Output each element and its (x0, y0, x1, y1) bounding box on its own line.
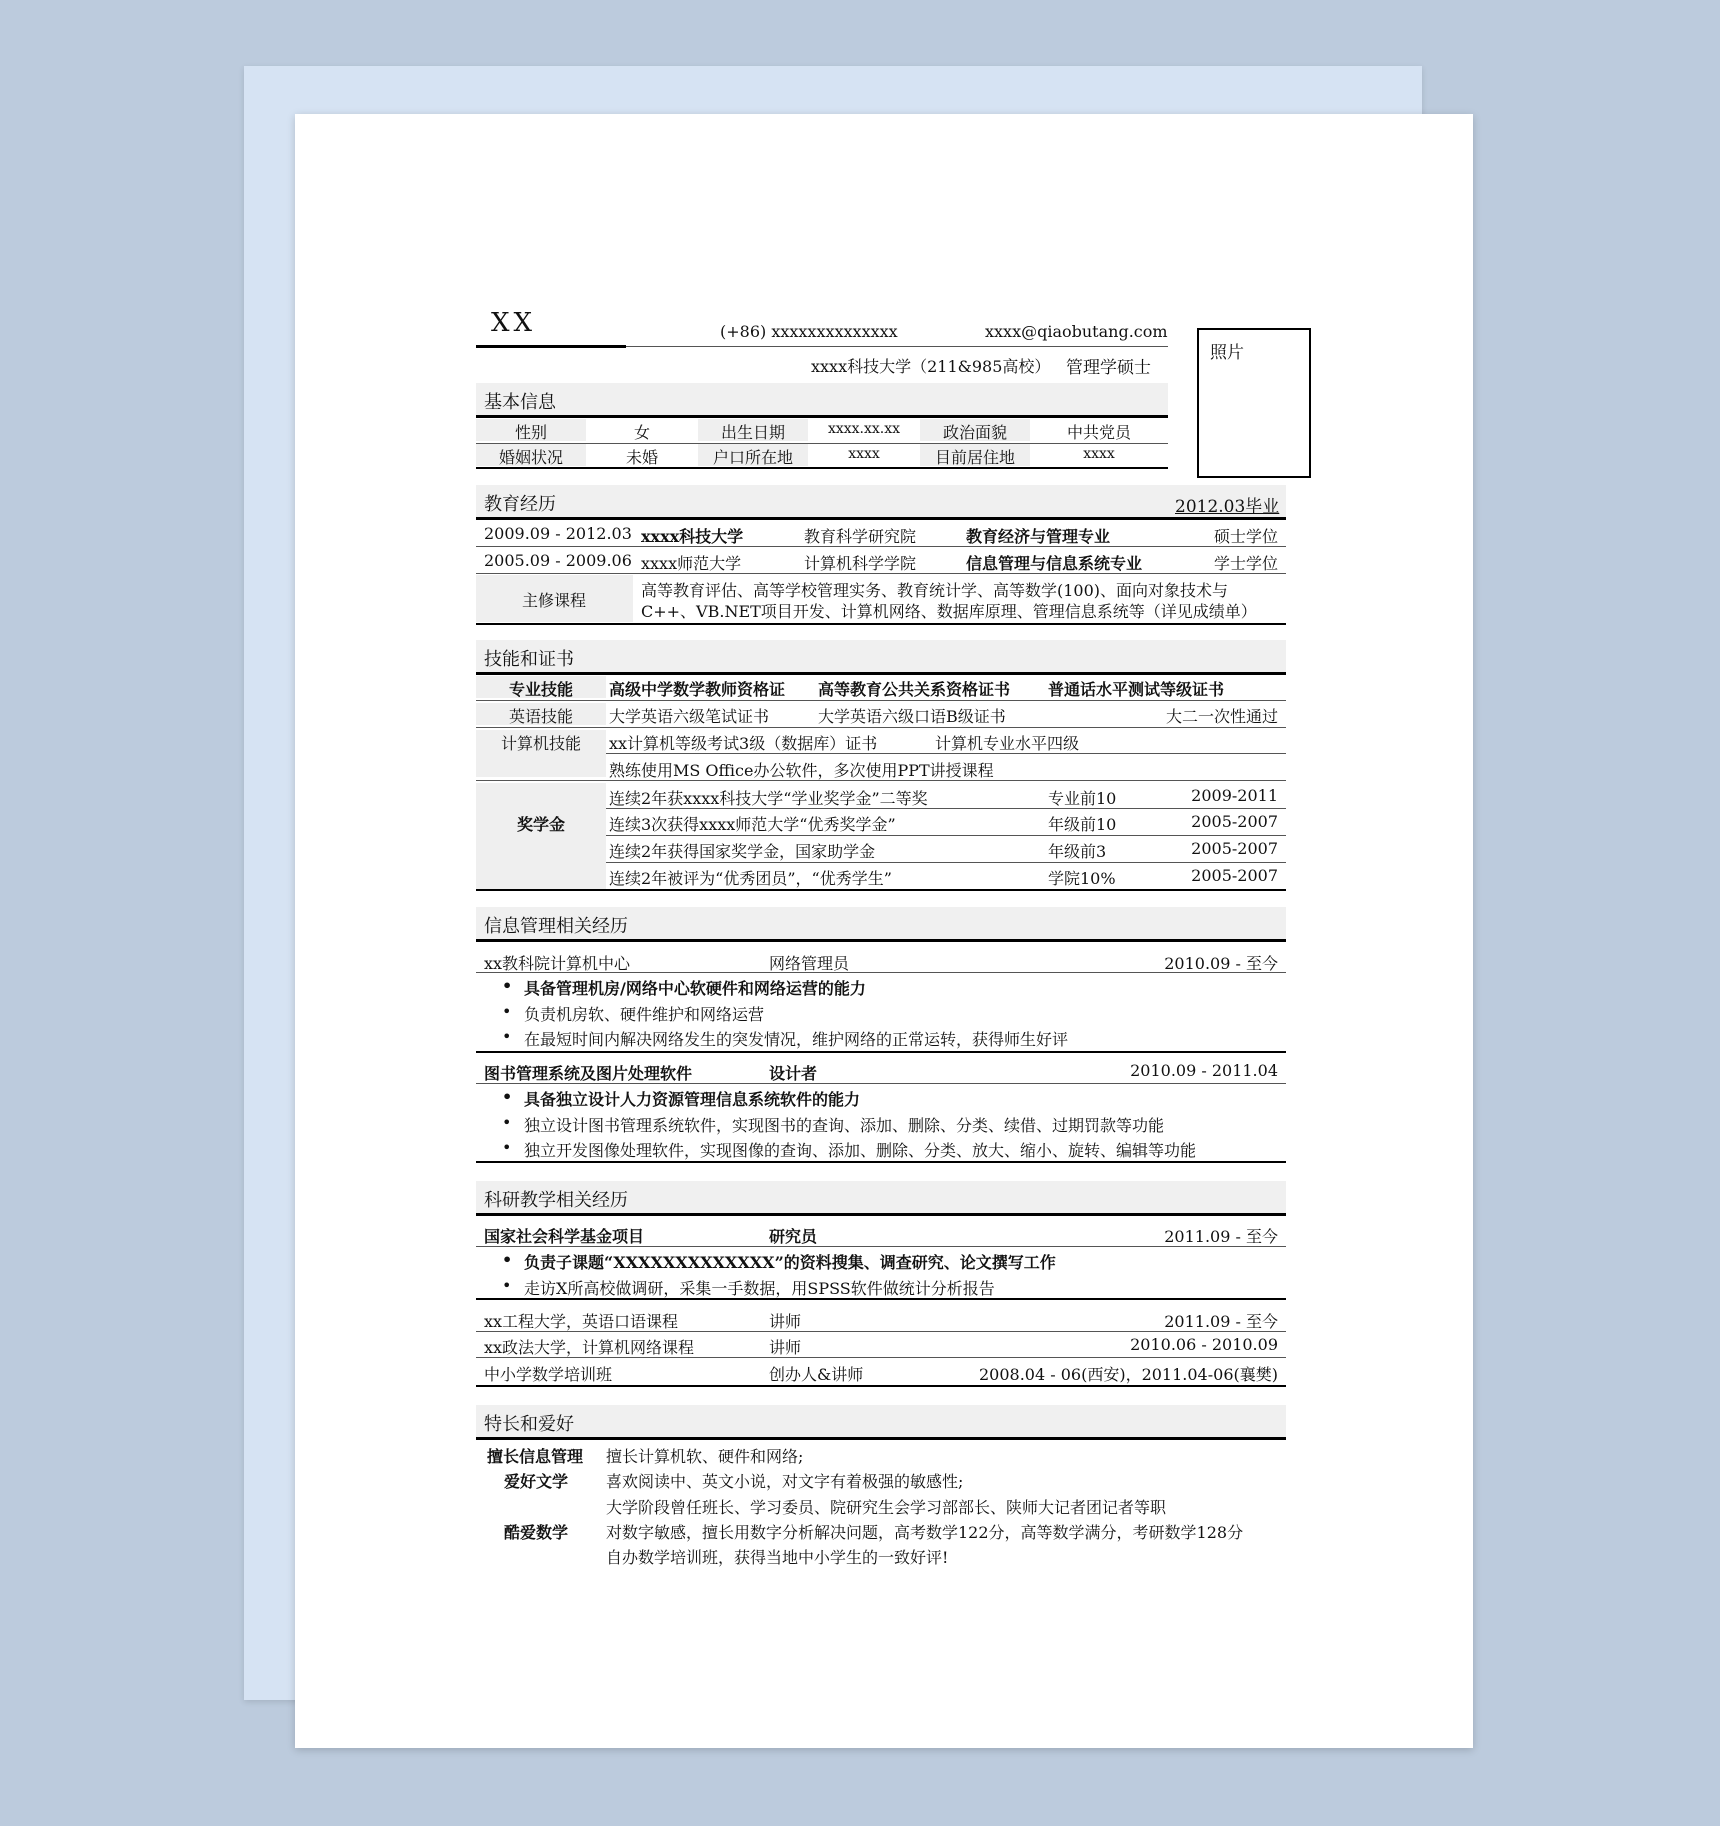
teaching-org: xx工程大学，英语口语课程 (484, 1312, 679, 1331)
job-role: 网络管理员 (769, 954, 850, 973)
job-period: 2010.09 - 2011.04 (1130, 1061, 1278, 1080)
edu-row-rule (476, 573, 1286, 574)
pro-skill-cert: 高级中学数学教师资格证 (609, 680, 786, 699)
office-skill: 熟练使用MS Office办公软件，多次使用PPT讲授课程 (609, 761, 994, 780)
scholarship-desc: 连续3次获得xxxx师范大学“优秀奖学金” (609, 815, 896, 834)
skill-row-rule (476, 780, 1286, 781)
teaching-role: 创办人&讲师 (769, 1365, 864, 1384)
courses-line-2: C++、VB.NET项目开发、计算机网络、数据库原理、管理信息系统等（详见成绩单） (641, 602, 1257, 621)
teaching-org: 中小学数学培训班 (484, 1365, 613, 1384)
skill-row-rule (606, 835, 1286, 836)
scholarship-desc: 连续2年获得国家奖学金，国家助学金 (609, 842, 876, 861)
skill-label-bg (476, 783, 606, 889)
courses-line-1: 高等教育评估、高等学校管理实务、教育统计学、高等数学(100)、面向对象技术与 (641, 581, 1229, 600)
education-title: 教育经历 (484, 494, 556, 515)
scholarship-desc: 连续2年获xxxx科技大学“学业奖学金”二等奖 (609, 789, 928, 808)
phone-number: (+86) xxxxxxxxxxxxxx (720, 322, 898, 341)
basic-bottom-rule (476, 467, 1168, 469)
job-role: 设计者 (769, 1064, 818, 1083)
teaching-rule (476, 1357, 1286, 1358)
info-exp-bottom-rule (476, 1161, 1286, 1163)
teaching-period: 2008.04 - 06(西安)，2011.04-06(襄樊) (978, 1365, 1278, 1384)
hobby-title: 特长和爱好 (484, 1414, 574, 1435)
political-value: 中共党员 (1066, 423, 1131, 442)
project-bullet: 负责子课题“XXXXXXXXXXXXX”的资料搜集、调查研究、论文撰写工作 (524, 1253, 1056, 1272)
pro-skill-cert: 普通话水平测试等级证书 (1048, 680, 1225, 699)
english-cert: 大学英语六级口语B级证书 (818, 707, 1006, 726)
english-note: 大二一次性通过 (1165, 707, 1278, 726)
edu-major: 教育经济与管理专业 (966, 527, 1111, 546)
bullet-icon: • (502, 976, 513, 995)
education-header (476, 485, 1286, 517)
computer-cert: xx计算机等级考试3级（数据库）证书 (609, 734, 878, 753)
marital-value: 未婚 (625, 448, 658, 467)
hobby-text: 擅长计算机软、硬件和网络; (606, 1447, 804, 1466)
bullet-icon: • (502, 1250, 513, 1269)
birthdate-value: xxxx.xx.xx (827, 421, 901, 437)
hobby-text: 自办数学培训班，获得当地中小学生的一致好评! (606, 1548, 949, 1567)
job-bullet: 负责机房软、硬件维护和网络运营 (524, 1005, 765, 1024)
project-rule (476, 1246, 1286, 1247)
hukou-value: xxxx (848, 446, 880, 462)
degree-title: 管理学硕士 (1066, 358, 1151, 378)
skill-row-rule (606, 808, 1286, 809)
birthdate-label: 出生日期 (720, 423, 785, 442)
marital-label: 婚姻状况 (498, 448, 563, 467)
research-rule (476, 1213, 1286, 1216)
bullet-icon: • (502, 1002, 512, 1021)
job-bullet: 具备管理机房/网络中心软硬件和网络运营的能力 (524, 979, 866, 998)
project-bullet: 走访X所高校做调研，采集一手数据，用SPSS软件做统计分析报告 (524, 1279, 995, 1298)
skill-row-rule (606, 862, 1286, 863)
scholarship-years: 2005-2007 (1191, 839, 1278, 858)
bullet-icon: • (502, 1087, 513, 1106)
hobby-label: 酷爱数学 (504, 1523, 569, 1542)
edu-dept: 计算机科学学院 (804, 554, 917, 573)
skills-title: 技能和证书 (484, 649, 574, 670)
english-cert: 大学英语六级笔试证书 (609, 707, 770, 726)
pro-skill-cert: 高等教育公共关系资格证书 (818, 680, 1011, 699)
english-skill-label: 英语技能 (508, 707, 573, 726)
bullet-icon: • (502, 1113, 512, 1132)
basic-info-rule (476, 415, 1168, 418)
job-org: xx教科院计算机中心 (484, 954, 631, 973)
info-exp-title: 信息管理相关经历 (484, 916, 628, 937)
scholarship-rank: 专业前10 (1048, 789, 1117, 808)
edu-degree: 学士学位 (1214, 554, 1279, 573)
computer-skill-label: 计算机技能 (500, 734, 581, 753)
hobby-text: 喜欢阅读中、英文小说，对文字有着极强的敏感性; (606, 1472, 964, 1491)
scholarship-years: 2005-2007 (1191, 866, 1278, 885)
job-separator (476, 1051, 1286, 1053)
header-rule (626, 346, 1168, 347)
bullet-icon: • (502, 1276, 512, 1295)
edu-period: 2009.09 - 2012.03 (484, 524, 632, 543)
scholarship-desc: 连续2年被评为“优秀团员”，“优秀学生” (609, 869, 892, 888)
teaching-role: 讲师 (769, 1312, 802, 1331)
project-role: 研究员 (769, 1227, 818, 1246)
job-period: 2010.09 - 至今 (1164, 954, 1278, 973)
teaching-period: 2011.09 - 至今 (1164, 1312, 1278, 1331)
job-bullet: 独立开发图像处理软件，实现图像的查询、添加、删除、分类、放大、缩小、旋转、编辑等功能 (524, 1141, 1197, 1160)
photo-label: 照片 (1210, 343, 1244, 363)
education-rule (476, 517, 1286, 520)
teaching-org: xx政法大学，计算机网络课程 (484, 1338, 695, 1357)
hobby-text: 对数字敏感，擅长用数字分析解决问题，高考数学122分，高等数学满分，考研数学128分 (606, 1523, 1244, 1542)
project-org: 国家社会科学基金项目 (484, 1227, 645, 1246)
courses-label: 主修课程 (522, 591, 587, 610)
email-address: xxxx@qiaobutang.com (985, 322, 1168, 341)
scholarship-years: 2009-2011 (1191, 786, 1278, 805)
skill-row-rule (476, 700, 1286, 701)
job-rule (476, 972, 1286, 973)
political-label: 政治面貌 (942, 423, 1007, 442)
scholarship-rank: 年级前3 (1048, 842, 1107, 861)
gender-value: 女 (633, 423, 650, 442)
teaching-period: 2010.06 - 2010.09 (1130, 1335, 1278, 1354)
hobby-label: 爱好文学 (504, 1472, 569, 1491)
edu-dept: 教育科学研究院 (804, 527, 917, 546)
hobby-text: 大学阶段曾任班长、学习委员、院研究生会学习部部长、陕师大记者团记者等职 (606, 1498, 1167, 1517)
job-org: 图书管理系统及图片处理软件 (484, 1064, 693, 1083)
skills-header (476, 640, 1286, 672)
edu-period: 2005.09 - 2009.06 (484, 551, 632, 570)
scholarship-years: 2005-2007 (1191, 812, 1278, 831)
scholarship-label: 奖学金 (516, 815, 565, 834)
job-bullet: 在最短时间内解决网络发生的突发情况，维护网络的正常运转，获得师生好评 (524, 1030, 1069, 1049)
teaching-role: 讲师 (769, 1338, 802, 1357)
edu-major: 信息管理与信息系统专业 (966, 554, 1143, 573)
skills-rule (476, 672, 1286, 675)
teaching-rule (476, 1331, 1286, 1332)
project-separator (476, 1298, 1286, 1300)
edu-degree: 硕士学位 (1214, 527, 1279, 546)
research-title: 科研教学相关经历 (484, 1190, 628, 1211)
education-bottom-rule (476, 623, 1286, 625)
hobby-header (476, 1405, 1286, 1437)
residence-value: xxxx (1083, 446, 1115, 462)
name-underline (476, 345, 626, 348)
skill-row-rule (606, 753, 1286, 754)
job-bullet: 具备独立设计人力资源管理信息系统软件的能力 (524, 1090, 861, 1109)
pro-skill-label: 专业技能 (508, 680, 573, 699)
project-period: 2011.09 - 至今 (1164, 1227, 1278, 1246)
info-exp-rule (476, 939, 1286, 942)
bullet-icon: • (502, 1138, 512, 1157)
bullet-icon: • (502, 1027, 512, 1046)
basic-info-title: 基本信息 (484, 392, 556, 413)
school-line: xxxx科技大学（211&985高校） (811, 357, 1051, 376)
computer-cert: 计算机专业水平四级 (935, 734, 1080, 753)
graduation-date: 2012.03毕业 (1175, 497, 1280, 517)
hukou-label: 户口所在地 (712, 448, 793, 467)
gender-label: 性别 (514, 423, 547, 442)
edu-school: xxxx科技大学 (641, 527, 744, 546)
skill-row-rule (476, 727, 1286, 728)
scholarship-rank: 年级前10 (1048, 815, 1117, 834)
skills-bottom-rule (476, 889, 1286, 891)
job-bullet: 独立设计图书管理系统软件，实现图书的查询、添加、删除、分类、续借、过期罚款等功能 (524, 1116, 1165, 1135)
hobby-rule (476, 1437, 1286, 1440)
basic-info-header (476, 383, 1168, 415)
candidate-name: XX (491, 308, 537, 338)
research-bottom-rule (476, 1385, 1286, 1387)
scholarship-rank: 学院10% (1048, 869, 1116, 888)
job-rule (476, 1083, 1286, 1084)
edu-row-rule (476, 546, 1286, 547)
hobby-label: 擅长信息管理 (487, 1447, 584, 1466)
residence-label: 目前居住地 (934, 448, 1015, 467)
edu-school: xxxx师范大学 (641, 554, 742, 573)
basic-row-rule (476, 443, 1168, 444)
